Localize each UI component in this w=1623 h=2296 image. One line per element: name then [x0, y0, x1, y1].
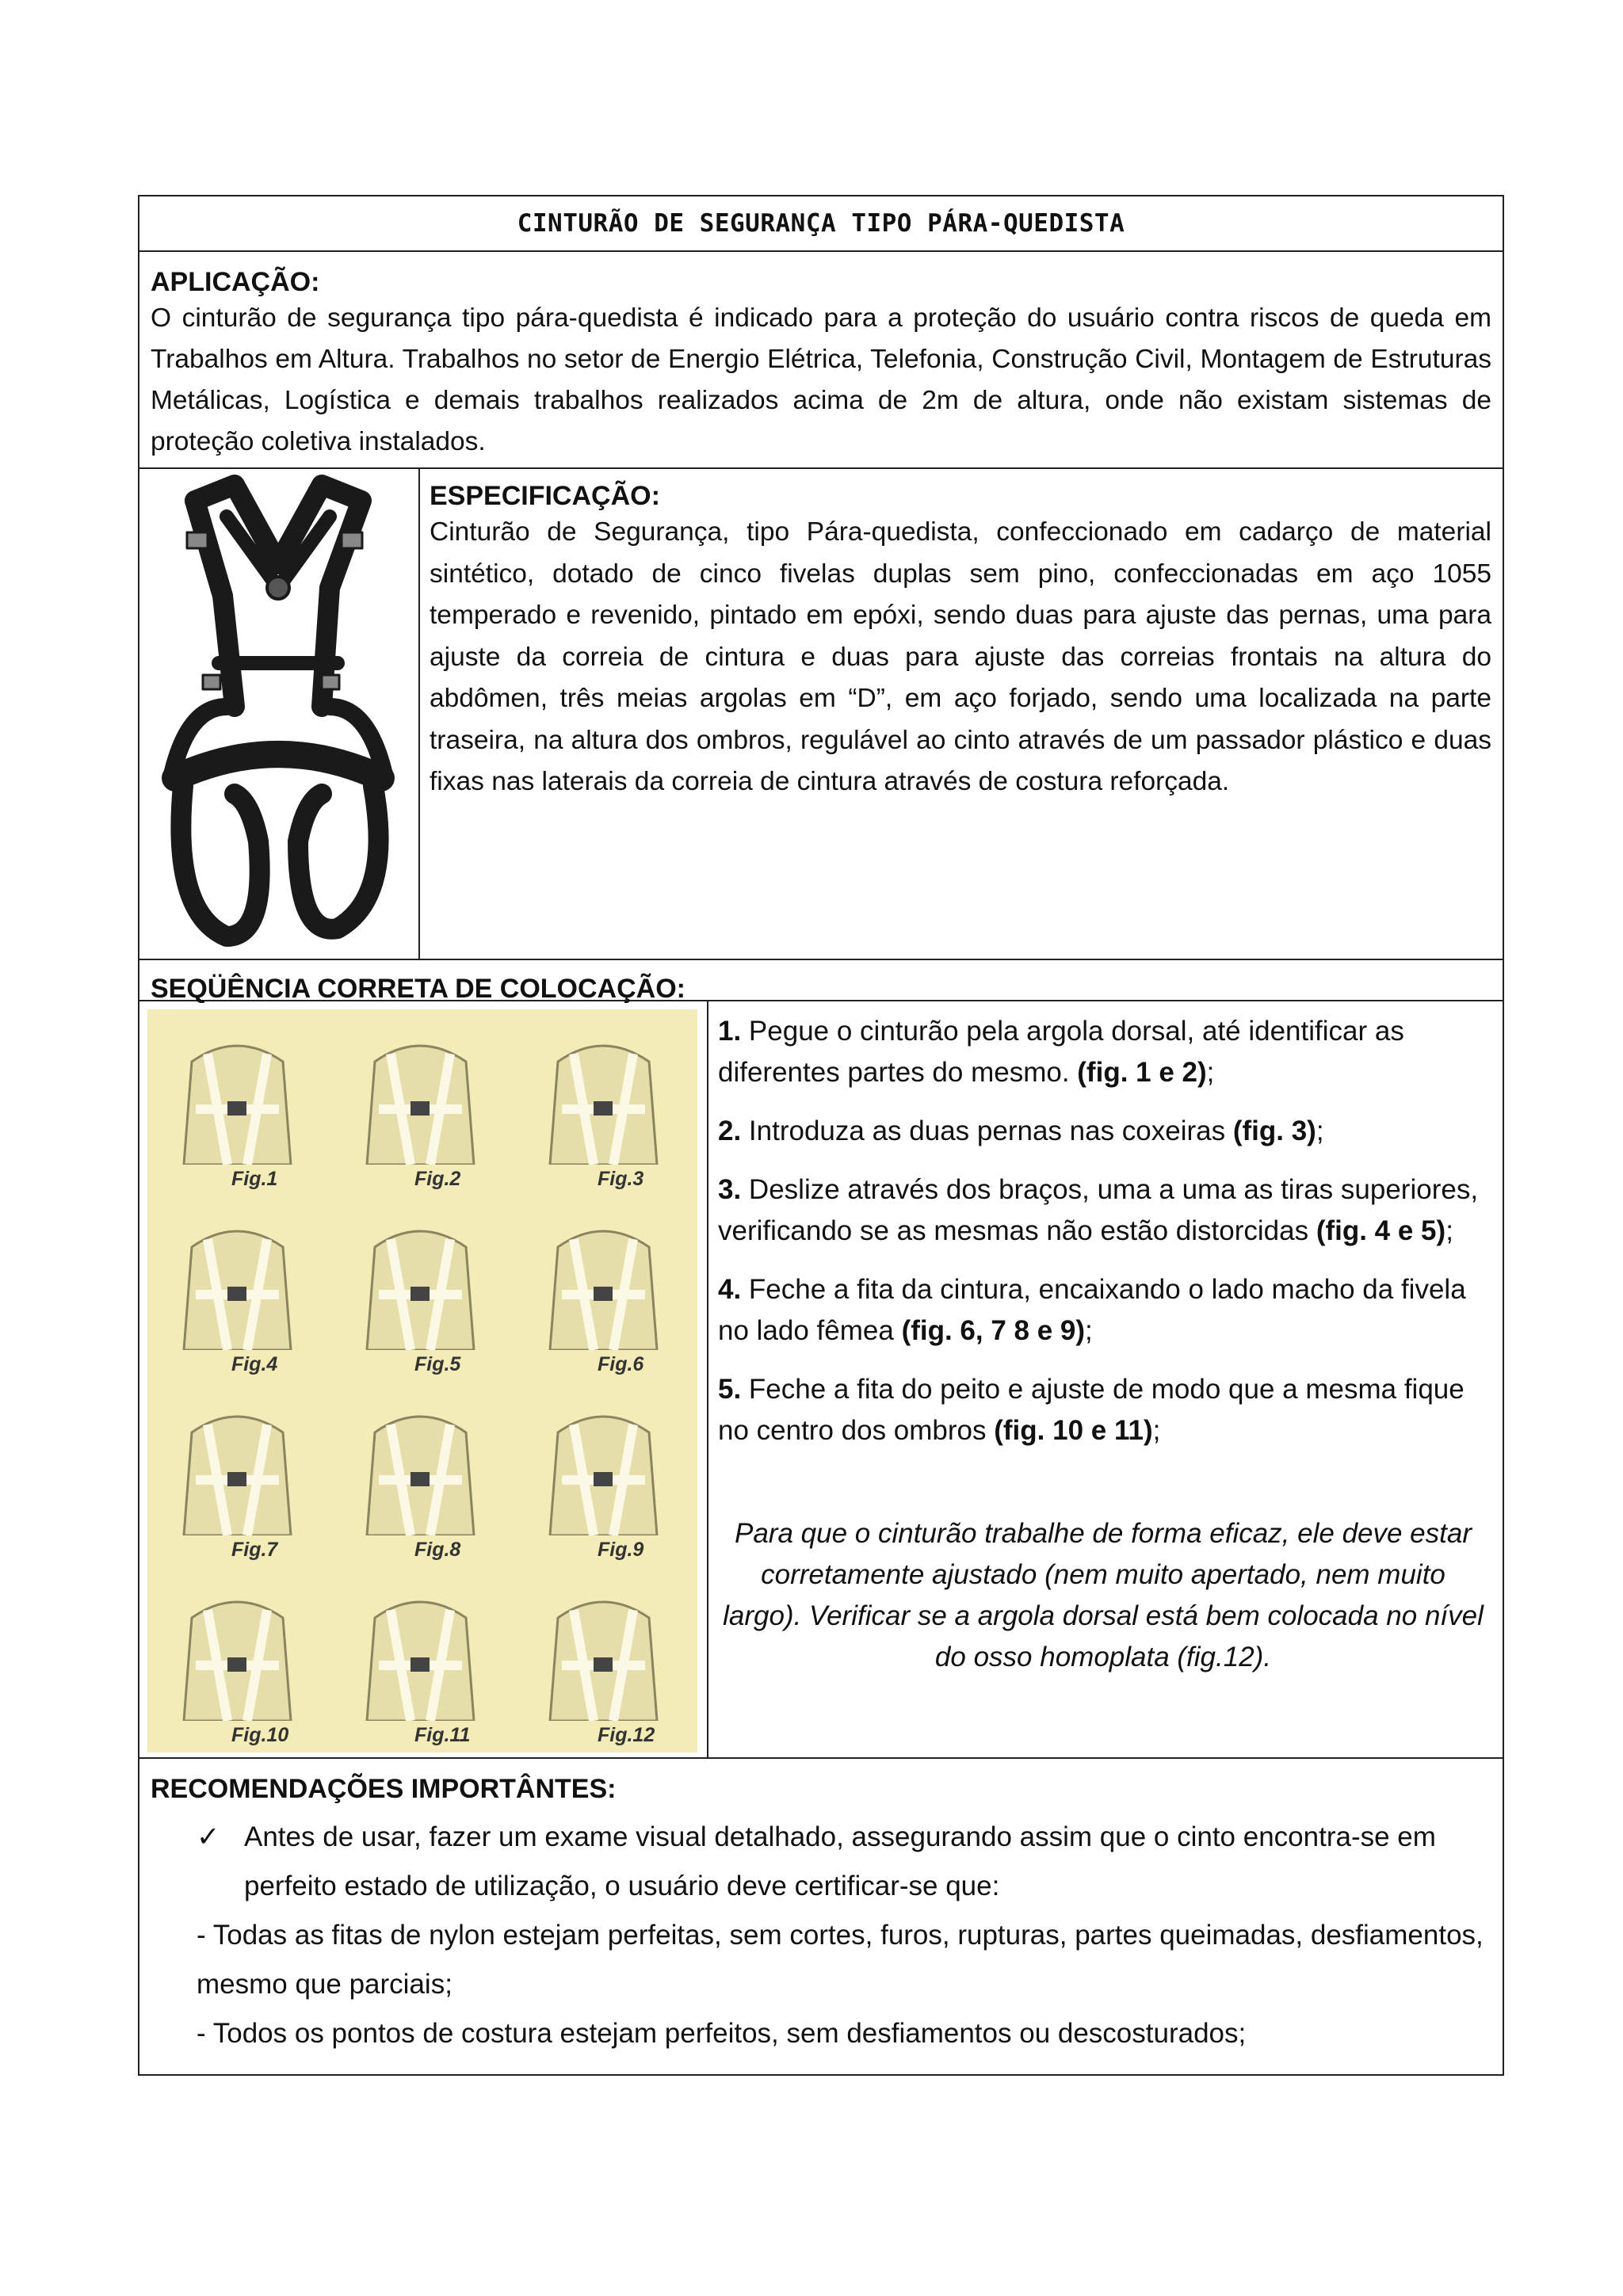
figure-cell — [518, 1199, 689, 1375]
figure-cell — [152, 1570, 323, 1746]
figure-cell — [335, 1385, 506, 1561]
figure-caption: Fig.1 — [231, 1168, 278, 1190]
aplicacao-heading: APLICAÇÃO: — [151, 267, 320, 297]
figure-sketch — [335, 1014, 506, 1165]
figure-cell — [335, 1570, 506, 1746]
section-recomendacoes — [138, 1759, 1504, 2076]
check-item — [151, 1813, 1491, 1911]
aplicacao-text: O cinturão de segurança tipo pára-quedista é indicado para a proteção do usuário contra riscos de queda em Trabalhos em Altura. Trabalhos no setor de Energio Elétrica, Telefonia, Construção Civil, Montagem de Estruturas Metálicas, Logística e demais trabalhos realizados acima de 2m de altura, onde não existam sistemas de proteção coletiva instalados. — [151, 303, 1491, 456]
step-3: 3. Deslize através dos braços, uma a uma as tiras superiores, verificando se as mesmas não estão distorcidas (fig. 4 e 5); — [718, 1174, 1479, 1246]
figure-cell — [518, 1385, 689, 1561]
figure-sketch — [518, 1385, 689, 1535]
figure-caption: Fig.8 — [414, 1539, 461, 1561]
figure-caption: Fig.5 — [414, 1353, 461, 1375]
harness-image — [139, 469, 420, 959]
figure-sketch — [152, 1199, 323, 1350]
figure-sketch — [335, 1385, 506, 1535]
figure-sketch — [152, 1014, 323, 1165]
especificacao-heading: ESPECIFICAÇÃO: — [430, 481, 660, 511]
document-title: CINTURÃO DE SEGURANÇA TIPO PÁRA-QUEDISTA — [138, 195, 1504, 252]
figure-caption: Fig.7 — [231, 1539, 278, 1561]
figure-cell — [518, 1570, 689, 1746]
especificacao-content — [420, 469, 1503, 959]
figure-cell — [335, 1014, 506, 1190]
figure-caption: Fig.12 — [598, 1724, 655, 1746]
adjustment-note: Para que o cinturão trabalhe de forma eficaz, ele deve estar corretamente ajustado (nem muito apertado, nem muito largo). Verificar se a argola dorsal está bem colocada no nível do osso homoplata (fig.12). — [723, 1518, 1484, 1672]
figure-grid — [147, 1009, 697, 1753]
recomendacoes-heading: RECOMENDAÇÕES IMPORTÂNTES: — [151, 1774, 617, 1804]
figure-caption: Fig.6 — [598, 1353, 644, 1375]
figure-sketch — [518, 1199, 689, 1350]
step-5: 5. Feche a fita do peito e ajuste de modo que a mesma fique no centro dos ombros (fig. 10 e 11); — [718, 1374, 1465, 1446]
section-sequencia — [138, 960, 1504, 1759]
document — [138, 195, 1504, 2076]
figure-caption: Fig.3 — [598, 1168, 644, 1190]
figure-sketch — [152, 1570, 323, 1721]
check-item-text: Antes de usar, fazer um exame visual detalhado, assegurando assim que o cinto encontra-se em perfeito estado de utilização, o usuário deve certificar-se que: — [244, 1821, 1436, 1901]
figure-cell — [518, 1014, 689, 1190]
sequencia-heading: SEQÜÊNCIA CORRETA DE COLOCAÇÃO: — [151, 974, 685, 1004]
harness-illustration — [139, 469, 417, 957]
figure-caption: Fig.4 — [231, 1353, 278, 1375]
figure-sketch — [518, 1014, 689, 1165]
figure-caption: Fig.10 — [231, 1724, 289, 1746]
section-especificacao — [138, 469, 1504, 960]
figure-caption: Fig.9 — [598, 1539, 644, 1561]
figure-cell — [152, 1199, 323, 1375]
figure-caption: Fig.2 — [414, 1168, 461, 1190]
figure-sketch — [518, 1570, 689, 1721]
figure-sketch — [152, 1385, 323, 1535]
figure-cell — [152, 1385, 323, 1561]
especificacao-text: Cinturão de Segurança, tipo Pára-quedista, confeccionado em cadarço de material sintético, dotado de cinco fivelas duplas sem pino, confeccionadas em aço 1055 temperado e revenido, pintado em epóxi, sendo duas para ajuste das pernas, uma para ajuste da correia de cintura e duas para ajuste das correias frontais na altura do abdômen, três meias argolas em “D”, em aço forjado, sendo uma localizada na parte traseira, na altura dos ombros, regulável ao cinto através de um passador plástico e duas fixas nas laterais da correia de cintura através de costura reforçada. — [430, 517, 1491, 796]
figure-cell — [335, 1199, 506, 1375]
section-aplicacao — [138, 252, 1504, 469]
step-2: 2. Introduza as duas pernas nas coxeiras (fig. 3); — [718, 1116, 1324, 1146]
checkmark-icon: ✓ — [197, 1821, 220, 1852]
step-4: 4. Feche a fita da cintura, encaixando o lado macho da fivela no lado fêmea (fig. 6, 7 8 e 9); — [718, 1274, 1466, 1346]
step-1: 1. Pegue o cinturão pela argola dorsal, até identificar as diferentes partes do mesmo. (fig. 1 e 2); — [718, 1016, 1404, 1088]
recommendation-item: - Todos os pontos de costura estejam perfeitos, sem desfiamentos ou descosturados; — [197, 2018, 1247, 2049]
sequencia-steps — [708, 1001, 1503, 1757]
figure-sketch — [335, 1199, 506, 1350]
recommendation-item: - Todas as fitas de nylon estejam perfeitas, sem cortes, furos, rupturas, partes queimadas, desfiamentos, mesmo que parciais; — [197, 1920, 1484, 2000]
figure-cell — [152, 1014, 323, 1190]
figure-sketch — [335, 1570, 506, 1721]
sequence-figures — [139, 1001, 708, 1757]
sequencia-body — [139, 1001, 1503, 1757]
sequencia-heading-cell — [139, 960, 1503, 1004]
figure-caption: Fig.11 — [414, 1724, 471, 1746]
